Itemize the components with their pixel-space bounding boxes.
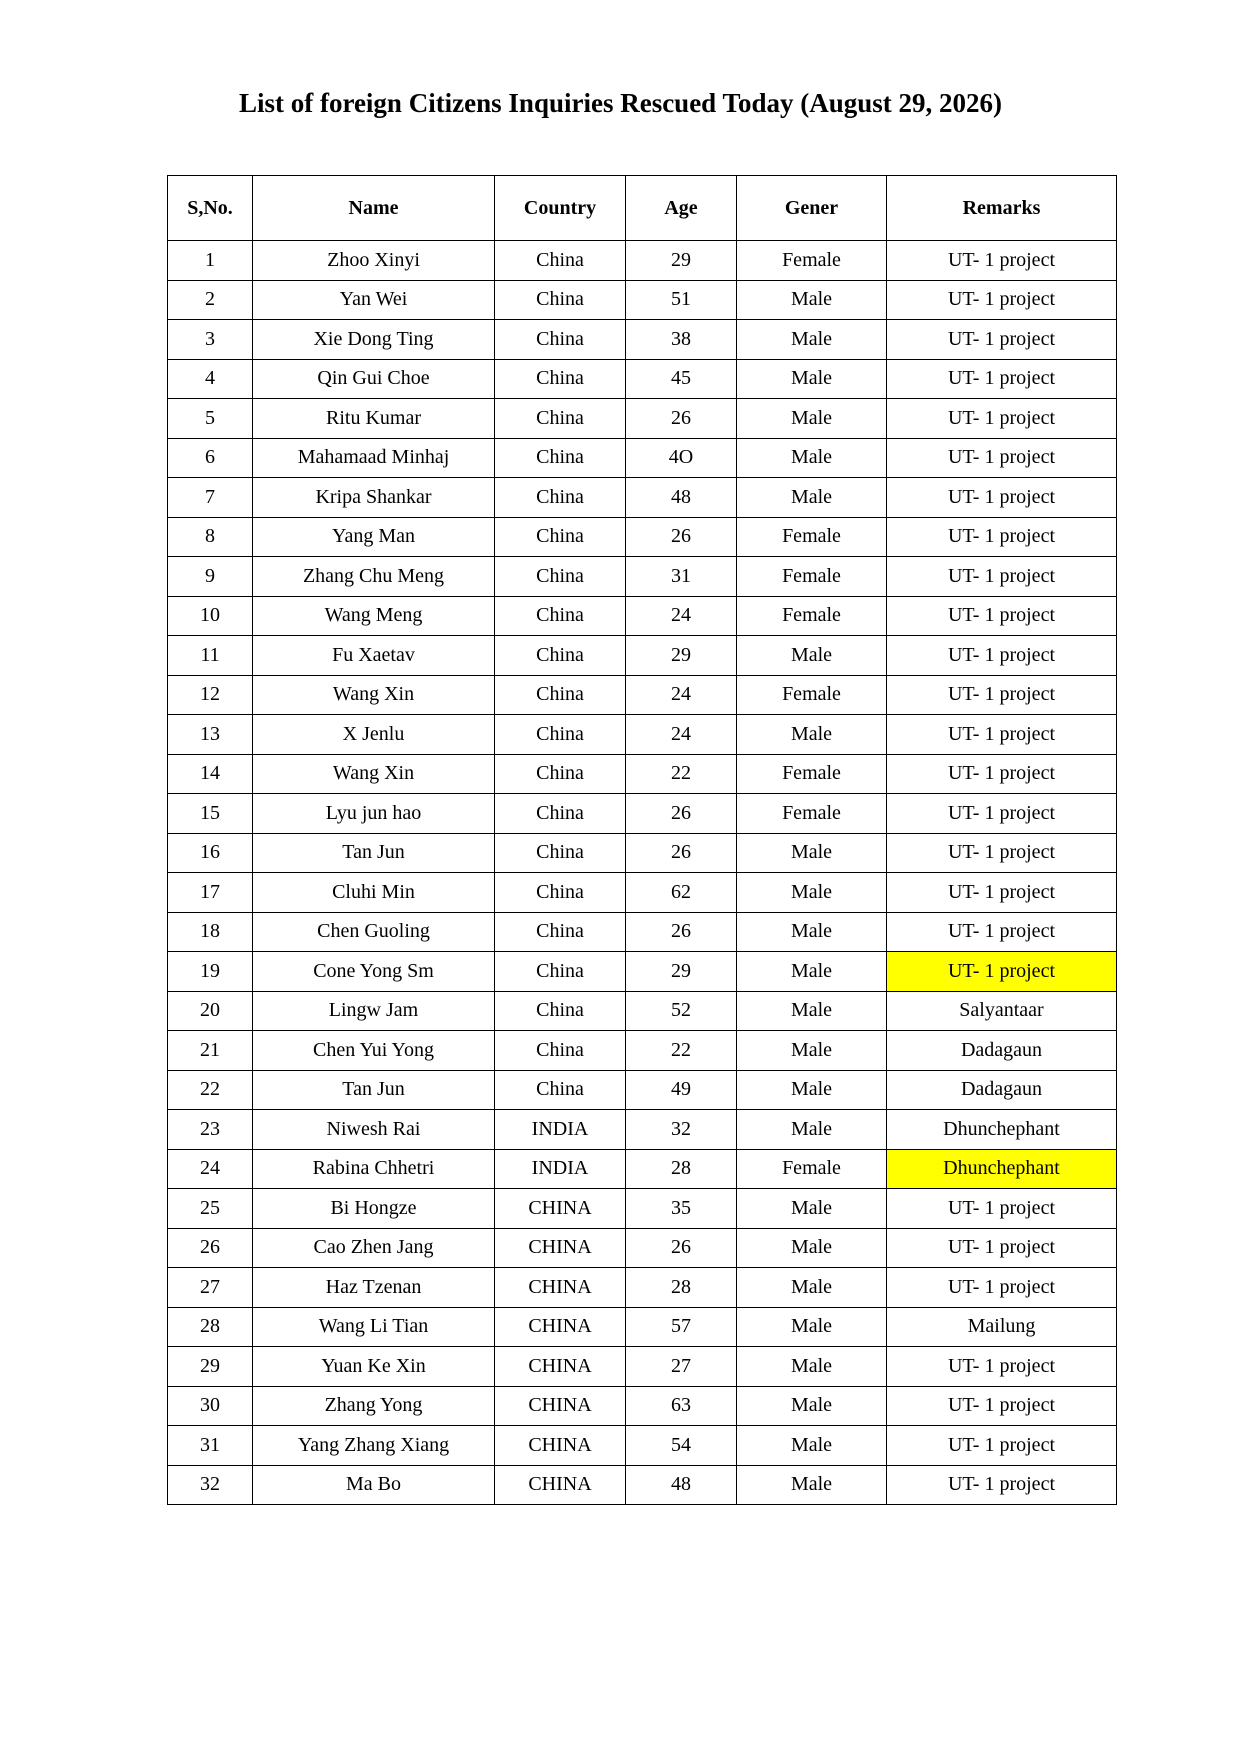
- cell-gender: Male: [737, 1426, 887, 1466]
- cell-gender: Female: [737, 557, 887, 597]
- cell-age: 24: [626, 675, 737, 715]
- cell-name: Xie Dong Ting: [253, 320, 495, 360]
- table-row: [168, 1110, 1117, 1150]
- cell-country: CHINA: [495, 1189, 626, 1229]
- cell-country: China: [495, 912, 626, 952]
- cell-gender: Male: [737, 399, 887, 439]
- header-gender: Gener: [737, 176, 887, 241]
- cell-name: Zhang Yong: [253, 1386, 495, 1426]
- cell-sno: 22: [168, 1070, 253, 1110]
- cell-name: Bi Hongze: [253, 1189, 495, 1229]
- table-row: [168, 873, 1117, 913]
- table-row: [168, 833, 1117, 873]
- cell-country: China: [495, 241, 626, 281]
- cell-gender: Male: [737, 1031, 887, 1071]
- cell-sno: 6: [168, 438, 253, 478]
- table-row: [168, 241, 1117, 281]
- cell-name: Yang Zhang Xiang: [253, 1426, 495, 1466]
- table-row: [168, 596, 1117, 636]
- cell-sno: 13: [168, 715, 253, 755]
- cell-country: CHINA: [495, 1465, 626, 1505]
- cell-sno: 12: [168, 675, 253, 715]
- cell-gender: Male: [737, 715, 887, 755]
- table-row: [168, 675, 1117, 715]
- cell-age: 24: [626, 596, 737, 636]
- table-row: [168, 478, 1117, 518]
- header-name: Name: [253, 176, 495, 241]
- cell-remarks: UT- 1 project: [887, 1386, 1117, 1426]
- cell-gender: Male: [737, 1465, 887, 1505]
- cell-country: China: [495, 873, 626, 913]
- cell-gender: Male: [737, 912, 887, 952]
- cell-age: 27: [626, 1347, 737, 1387]
- cell-sno: 23: [168, 1110, 253, 1150]
- cell-country: CHINA: [495, 1426, 626, 1466]
- cell-name: Wang Li Tian: [253, 1307, 495, 1347]
- cell-remarks: Dhunchephant: [887, 1149, 1117, 1189]
- cell-remarks: UT- 1 project: [887, 873, 1117, 913]
- header-remarks: Remarks: [887, 176, 1117, 241]
- cell-country: CHINA: [495, 1347, 626, 1387]
- cell-name: Tan Jun: [253, 1070, 495, 1110]
- cell-name: Rabina Chhetri: [253, 1149, 495, 1189]
- cell-sno: 3: [168, 320, 253, 360]
- cell-remarks: UT- 1 project: [887, 675, 1117, 715]
- table-row: [168, 754, 1117, 794]
- cell-sno: 31: [168, 1426, 253, 1466]
- cell-name: Yuan Ke Xin: [253, 1347, 495, 1387]
- cell-country: China: [495, 833, 626, 873]
- cell-age: 26: [626, 517, 737, 557]
- cell-age: 26: [626, 912, 737, 952]
- cell-remarks: UT- 1 project: [887, 320, 1117, 360]
- cell-gender: Male: [737, 320, 887, 360]
- cell-sno: 28: [168, 1307, 253, 1347]
- cell-country: China: [495, 596, 626, 636]
- cell-age: 26: [626, 794, 737, 834]
- cell-country: CHINA: [495, 1307, 626, 1347]
- table-row: [168, 517, 1117, 557]
- cell-gender: Male: [737, 1189, 887, 1229]
- cell-remarks: Salyantaar: [887, 991, 1117, 1031]
- cell-remarks: UT- 1 project: [887, 1268, 1117, 1308]
- table-body: [168, 241, 1117, 1505]
- table-row: [168, 912, 1117, 952]
- cell-name: Ritu Kumar: [253, 399, 495, 439]
- cell-remarks: Dadagaun: [887, 1031, 1117, 1071]
- cell-age: 32: [626, 1110, 737, 1150]
- cell-age: 54: [626, 1426, 737, 1466]
- cell-country: China: [495, 557, 626, 597]
- cell-sno: 25: [168, 1189, 253, 1229]
- cell-age: 29: [626, 241, 737, 281]
- cell-gender: Male: [737, 478, 887, 518]
- cell-gender: Male: [737, 1347, 887, 1387]
- cell-name: Niwesh Rai: [253, 1110, 495, 1150]
- cell-remarks: UT- 1 project: [887, 794, 1117, 834]
- cell-gender: Male: [737, 280, 887, 320]
- cell-age: 22: [626, 754, 737, 794]
- cell-remarks: UT- 1 project: [887, 1426, 1117, 1466]
- cell-age: 51: [626, 280, 737, 320]
- cell-country: China: [495, 517, 626, 557]
- cell-country: CHINA: [495, 1228, 626, 1268]
- cell-age: 57: [626, 1307, 737, 1347]
- cell-name: Zhoo Xinyi: [253, 241, 495, 281]
- cell-gender: Male: [737, 359, 887, 399]
- cell-remarks: UT- 1 project: [887, 438, 1117, 478]
- cell-country: China: [495, 280, 626, 320]
- cell-name: Wang Xin: [253, 754, 495, 794]
- table-row: [168, 952, 1117, 992]
- cell-name: Kripa Shankar: [253, 478, 495, 518]
- cell-remarks: UT- 1 project: [887, 1189, 1117, 1229]
- cell-remarks: UT- 1 project: [887, 1228, 1117, 1268]
- table-row: [168, 557, 1117, 597]
- table-header: [168, 176, 1117, 241]
- cell-age: 31: [626, 557, 737, 597]
- table-row: [168, 320, 1117, 360]
- cell-gender: Male: [737, 833, 887, 873]
- cell-country: China: [495, 952, 626, 992]
- table-row: [168, 1386, 1117, 1426]
- cell-sno: 15: [168, 794, 253, 834]
- cell-remarks: UT- 1 project: [887, 1465, 1117, 1505]
- cell-sno: 11: [168, 636, 253, 676]
- cell-country: INDIA: [495, 1149, 626, 1189]
- cell-age: 4O: [626, 438, 737, 478]
- cell-country: China: [495, 478, 626, 518]
- cell-sno: 29: [168, 1347, 253, 1387]
- cell-name: Chen Guoling: [253, 912, 495, 952]
- cell-sno: 16: [168, 833, 253, 873]
- cell-remarks: Dhunchephant: [887, 1110, 1117, 1150]
- cell-name: Cone Yong Sm: [253, 952, 495, 992]
- cell-name: X Jenlu: [253, 715, 495, 755]
- cell-age: 29: [626, 636, 737, 676]
- cell-sno: 14: [168, 754, 253, 794]
- cell-country: China: [495, 991, 626, 1031]
- cell-gender: Male: [737, 1386, 887, 1426]
- cell-sno: 21: [168, 1031, 253, 1071]
- cell-remarks: UT- 1 project: [887, 715, 1117, 755]
- cell-remarks: UT- 1 project: [887, 636, 1117, 676]
- table-row: [168, 794, 1117, 834]
- table-row: [168, 1347, 1117, 1387]
- cell-age: 63: [626, 1386, 737, 1426]
- cell-remarks: UT- 1 project: [887, 478, 1117, 518]
- cell-country: China: [495, 715, 626, 755]
- table-row: [168, 1031, 1117, 1071]
- cell-sno: 19: [168, 952, 253, 992]
- cell-age: 29: [626, 952, 737, 992]
- cell-gender: Male: [737, 873, 887, 913]
- cell-sno: 7: [168, 478, 253, 518]
- cell-sno: 9: [168, 557, 253, 597]
- cell-remarks: UT- 1 project: [887, 952, 1117, 992]
- cell-gender: Male: [737, 1307, 887, 1347]
- cell-sno: 10: [168, 596, 253, 636]
- cell-country: China: [495, 359, 626, 399]
- cell-gender: Male: [737, 1070, 887, 1110]
- cell-name: Cluhi Min: [253, 873, 495, 913]
- cell-age: 52: [626, 991, 737, 1031]
- cell-sno: 17: [168, 873, 253, 913]
- cell-country: China: [495, 1070, 626, 1110]
- cell-sno: 2: [168, 280, 253, 320]
- cell-remarks: UT- 1 project: [887, 517, 1117, 557]
- cell-gender: Female: [737, 794, 887, 834]
- cell-remarks: UT- 1 project: [887, 596, 1117, 636]
- cell-sno: 32: [168, 1465, 253, 1505]
- cell-sno: 8: [168, 517, 253, 557]
- cell-age: 28: [626, 1268, 737, 1308]
- cell-remarks: UT- 1 project: [887, 1347, 1117, 1387]
- cell-name: Fu Xaetav: [253, 636, 495, 676]
- cell-country: INDIA: [495, 1110, 626, 1150]
- cell-country: China: [495, 399, 626, 439]
- table-row: [168, 1307, 1117, 1347]
- cell-name: Wang Meng: [253, 596, 495, 636]
- cell-gender: Male: [737, 952, 887, 992]
- cell-name: Lingw Jam: [253, 991, 495, 1031]
- cell-name: Cao Zhen Jang: [253, 1228, 495, 1268]
- cell-gender: Female: [737, 754, 887, 794]
- table-row: [168, 1268, 1117, 1308]
- table-row: [168, 1149, 1117, 1189]
- cell-sno: 30: [168, 1386, 253, 1426]
- cell-gender: Male: [737, 1228, 887, 1268]
- cell-age: 48: [626, 478, 737, 518]
- cell-remarks: UT- 1 project: [887, 557, 1117, 597]
- table-row: [168, 438, 1117, 478]
- cell-age: 26: [626, 833, 737, 873]
- table-row: [168, 991, 1117, 1031]
- table-row: [168, 1465, 1117, 1505]
- table-row: [168, 399, 1117, 439]
- cell-sno: 26: [168, 1228, 253, 1268]
- cell-gender: Female: [737, 1149, 887, 1189]
- cell-country: China: [495, 675, 626, 715]
- cell-name: Chen Yui Yong: [253, 1031, 495, 1071]
- cell-name: Yang Man: [253, 517, 495, 557]
- cell-name: Yan Wei: [253, 280, 495, 320]
- cell-name: Lyu jun hao: [253, 794, 495, 834]
- table-row: [168, 1228, 1117, 1268]
- cell-age: 28: [626, 1149, 737, 1189]
- cell-remarks: UT- 1 project: [887, 359, 1117, 399]
- cell-remarks: UT- 1 project: [887, 399, 1117, 439]
- cell-gender: Male: [737, 1110, 887, 1150]
- citizens-table: [167, 175, 1117, 1505]
- header-row: [168, 176, 1117, 241]
- cell-remarks: Mailung: [887, 1307, 1117, 1347]
- cell-remarks: Dadagaun: [887, 1070, 1117, 1110]
- cell-age: 22: [626, 1031, 737, 1071]
- cell-country: China: [495, 320, 626, 360]
- cell-age: 48: [626, 1465, 737, 1505]
- cell-gender: Female: [737, 241, 887, 281]
- cell-country: China: [495, 794, 626, 834]
- cell-gender: Male: [737, 1268, 887, 1308]
- cell-gender: Male: [737, 438, 887, 478]
- cell-gender: Female: [737, 517, 887, 557]
- table-row: [168, 359, 1117, 399]
- cell-name: Haz Tzenan: [253, 1268, 495, 1308]
- header-sno: S,No.: [168, 176, 253, 241]
- cell-country: China: [495, 636, 626, 676]
- cell-remarks: UT- 1 project: [887, 912, 1117, 952]
- cell-name: Wang Xin: [253, 675, 495, 715]
- cell-gender: Female: [737, 596, 887, 636]
- cell-age: 49: [626, 1070, 737, 1110]
- cell-remarks: UT- 1 project: [887, 280, 1117, 320]
- table-row: [168, 1426, 1117, 1466]
- cell-country: China: [495, 438, 626, 478]
- cell-country: China: [495, 754, 626, 794]
- cell-remarks: UT- 1 project: [887, 833, 1117, 873]
- cell-name: Ma Bo: [253, 1465, 495, 1505]
- header-country: Country: [495, 176, 626, 241]
- table-row: [168, 1189, 1117, 1229]
- cell-sno: 20: [168, 991, 253, 1031]
- cell-sno: 5: [168, 399, 253, 439]
- table-row: [168, 636, 1117, 676]
- cell-country: China: [495, 1031, 626, 1071]
- cell-age: 35: [626, 1189, 737, 1229]
- cell-country: CHINA: [495, 1386, 626, 1426]
- cell-country: CHINA: [495, 1268, 626, 1308]
- cell-sno: 18: [168, 912, 253, 952]
- cell-name: Zhang Chu Meng: [253, 557, 495, 597]
- cell-remarks: UT- 1 project: [887, 241, 1117, 281]
- cell-remarks: UT- 1 project: [887, 754, 1117, 794]
- cell-gender: Male: [737, 636, 887, 676]
- cell-sno: 1: [168, 241, 253, 281]
- cell-age: 38: [626, 320, 737, 360]
- cell-age: 26: [626, 399, 737, 439]
- cell-age: 24: [626, 715, 737, 755]
- cell-age: 62: [626, 873, 737, 913]
- cell-name: Mahamaad Minhaj: [253, 438, 495, 478]
- table-row: [168, 280, 1117, 320]
- cell-gender: Female: [737, 675, 887, 715]
- cell-sno: 27: [168, 1268, 253, 1308]
- cell-name: Tan Jun: [253, 833, 495, 873]
- cell-sno: 4: [168, 359, 253, 399]
- cell-age: 45: [626, 359, 737, 399]
- cell-name: Qin Gui Choe: [253, 359, 495, 399]
- header-age: Age: [626, 176, 737, 241]
- cell-gender: Male: [737, 991, 887, 1031]
- table-row: [168, 715, 1117, 755]
- table-row: [168, 1070, 1117, 1110]
- cell-age: 26: [626, 1228, 737, 1268]
- page-title: List of foreign Citizens Inquiries Rescued Today (August 29, 2026): [238, 88, 1003, 118]
- cell-sno: 24: [168, 1149, 253, 1189]
